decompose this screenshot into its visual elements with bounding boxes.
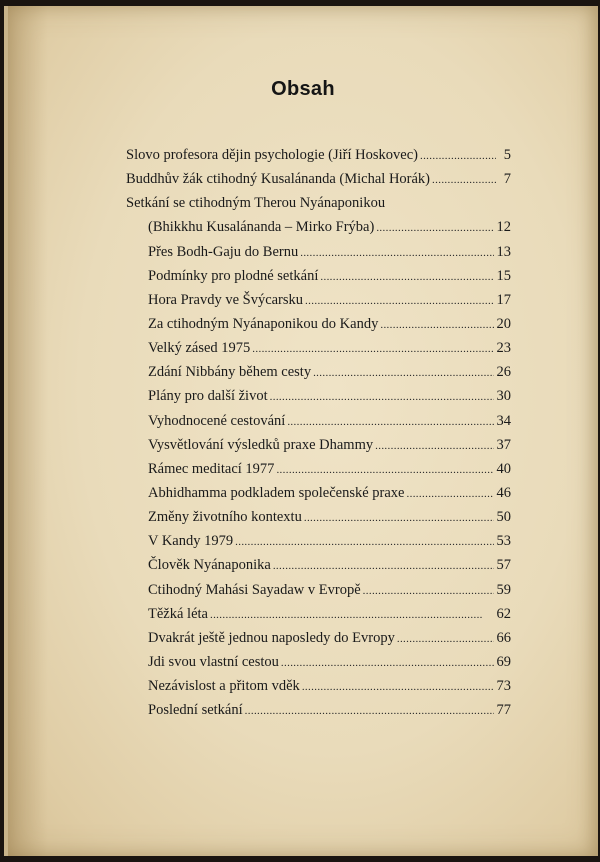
toc-entry-title: Přes Bodh-Gaju do Bernu — [148, 243, 299, 260]
toc-entry-page-number: 59 — [496, 581, 511, 598]
toc-entry — [126, 485, 511, 509]
dot-leader — [397, 633, 494, 645]
dot-leader — [302, 681, 494, 693]
dot-leader — [304, 512, 494, 524]
toc-entry — [126, 582, 511, 606]
toc-entry-page-number: 62 — [496, 605, 511, 622]
toc-entry — [126, 413, 511, 437]
toc-entry-title: Těžká léta — [148, 605, 208, 622]
toc-entry — [126, 147, 511, 171]
toc-entry — [126, 364, 511, 388]
dot-leader — [235, 536, 493, 548]
toc-entry-page-number: 26 — [496, 364, 511, 381]
toc-entry — [126, 461, 511, 485]
toc-entry-page-number: 46 — [496, 484, 511, 501]
toc-entry-page-number: 13 — [496, 243, 511, 260]
toc-entry — [126, 606, 511, 630]
dot-leader — [375, 440, 493, 452]
toc-entry-title: Ctihodný Mahási Sayadaw v Evropě — [148, 581, 361, 598]
toc-entry-title: Buddhův žák ctihodný Kusalánanda (Michal Horák) — [126, 171, 431, 188]
toc-entry-title: Za ctihodným Nyánaponikou do Kandy — [148, 315, 379, 332]
toc-entry-title: Hora Pravdy ve Švýcarsku — [148, 291, 304, 308]
toc-entry-title: Plány pro další život — [148, 388, 268, 405]
toc-entry-title: Nezávislost a přitom vděk — [148, 678, 300, 695]
dot-leader — [270, 391, 494, 403]
toc-entry-title: Rámec meditací 1977 — [148, 460, 275, 477]
toc-entry — [126, 678, 511, 702]
toc-entry-title: Zdání Nibbány během cesty — [148, 364, 312, 381]
dot-leader — [320, 271, 493, 283]
dot-leader — [432, 174, 496, 186]
toc-entry — [126, 340, 511, 364]
toc-entry-page-number: 7 — [503, 171, 511, 188]
dot-leader — [276, 464, 493, 476]
toc-entry — [126, 268, 511, 292]
toc-entry-page-number: 69 — [496, 653, 511, 670]
toc-entry — [126, 388, 511, 412]
toc-entry-page-number: 15 — [496, 267, 511, 284]
toc-entry — [126, 533, 511, 557]
toc-entry-page-number: 12 — [496, 219, 511, 236]
toc-entry-page-number: 37 — [496, 436, 511, 453]
toc-entry-page-number: 66 — [496, 629, 511, 646]
toc-entry — [126, 219, 511, 243]
dot-leader — [252, 343, 493, 355]
toc-entry-page-number: 40 — [496, 460, 511, 477]
toc-entry-title: Dvakrát ještě jednou naposledy do Evropy — [148, 629, 395, 646]
toc-entry-page-number: 23 — [496, 340, 511, 357]
toc-entry-page-number: 57 — [496, 557, 511, 574]
toc-entry — [126, 509, 511, 533]
toc-entry-page-number: 73 — [496, 678, 511, 695]
toc-entry-title: Velký zásed 1975 — [148, 340, 251, 357]
dot-leader — [210, 609, 494, 621]
dot-leader — [300, 247, 493, 259]
toc-entry — [126, 702, 511, 726]
spine-shadow — [8, 6, 48, 856]
toc-entry-page-number: 77 — [496, 702, 511, 719]
toc-entry-title: Vysvětlování výsledků praxe Dhammy — [148, 436, 374, 453]
dot-leader — [376, 222, 493, 234]
toc-entry-title: Podmínky pro plodné setkání — [148, 267, 319, 284]
table-of-contents — [126, 147, 511, 726]
toc-entry-title: Člověk Nyánaponika — [148, 557, 271, 574]
toc-entry-page-number: 5 — [503, 147, 511, 163]
toc-entry-title: Vyhodnocené cestování — [148, 412, 286, 429]
toc-entry — [126, 437, 511, 461]
toc-entry-page-number: 30 — [496, 388, 511, 405]
toc-entry-title: Změny životního kontextu — [148, 509, 302, 526]
toc-entry-page-number: 34 — [496, 412, 511, 429]
toc-entry — [126, 630, 511, 654]
toc-entry-title: Abhidhamma podkladem společenské praxe — [148, 484, 405, 501]
toc-entry-title: V Kandy 1979 — [148, 533, 234, 550]
dot-leader — [407, 488, 494, 500]
dot-leader — [305, 295, 493, 307]
toc-entry — [126, 316, 511, 340]
toc-entry — [126, 244, 511, 268]
toc-entry-title: Poslední setkání — [148, 702, 243, 719]
dot-leader — [287, 416, 493, 428]
toc-entry-page-number: 17 — [496, 291, 511, 308]
dot-leader — [281, 657, 494, 669]
dot-leader — [245, 705, 494, 717]
dot-leader — [420, 150, 496, 162]
toc-entry-page-number: 53 — [496, 533, 511, 550]
toc-entry-page-number: 50 — [496, 509, 511, 526]
dot-leader — [380, 319, 493, 331]
toc-entry — [126, 171, 511, 195]
toc-entry-title: Jdi svou vlastní cestou — [148, 653, 279, 670]
dot-leader — [363, 585, 494, 597]
toc-entry — [126, 195, 511, 219]
toc-entry-page-number: 20 — [496, 315, 511, 332]
toc-entry — [126, 557, 511, 581]
dot-leader — [313, 367, 493, 379]
toc-entry-title: Setkání se ctihodným Therou Nyánaponikou — [126, 195, 386, 212]
page-title: Obsah — [271, 78, 335, 100]
toc-entry — [126, 654, 511, 678]
toc-entry — [126, 292, 511, 316]
book-page — [4, 6, 598, 856]
toc-entry-title: Slovo profesora dějin psychologie (Jiří Hoskovec) — [126, 147, 418, 163]
toc-entry-title: (Bhikkhu Kusalánanda – Mirko Frýba) — [148, 219, 375, 236]
dot-leader — [273, 560, 494, 572]
